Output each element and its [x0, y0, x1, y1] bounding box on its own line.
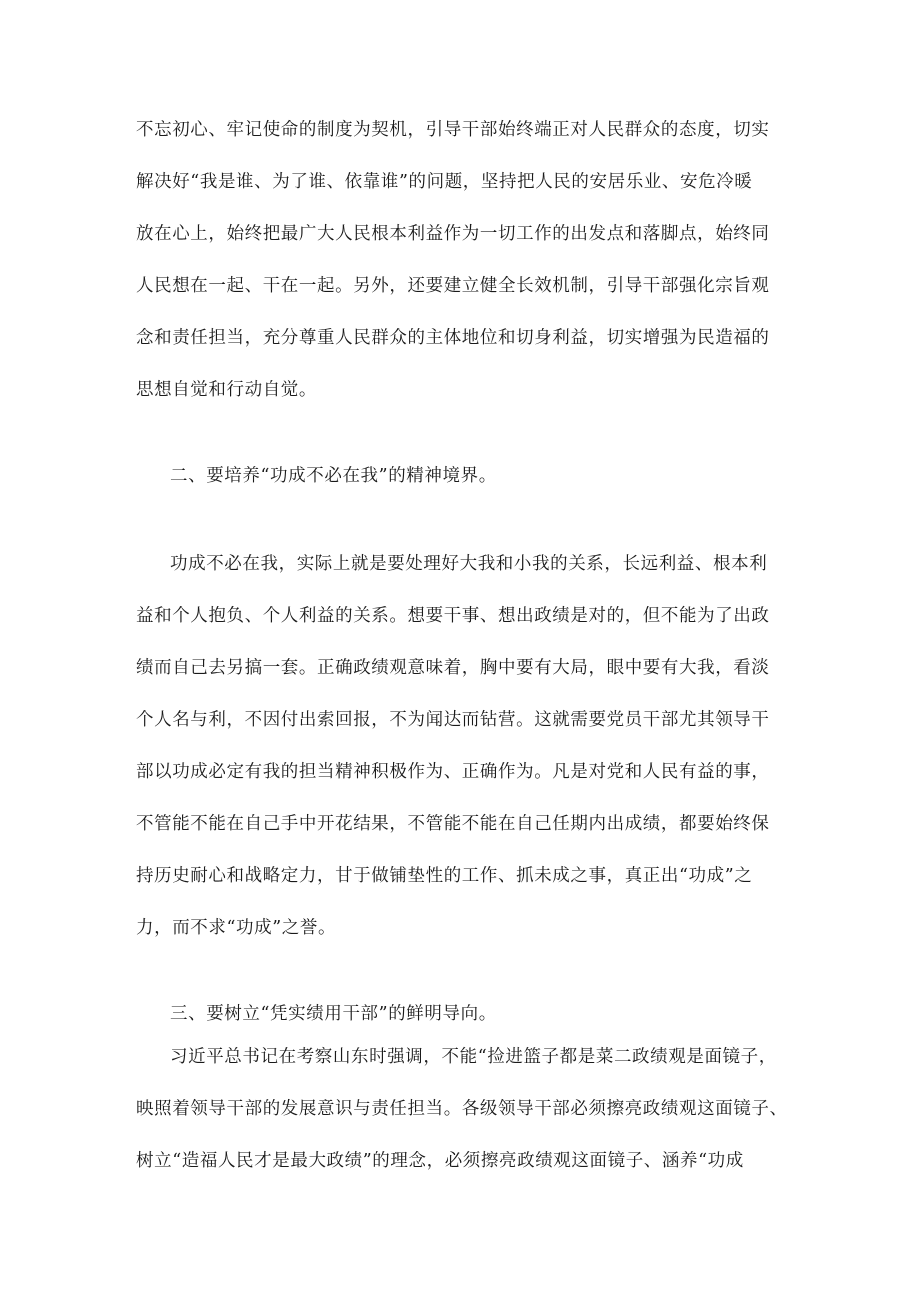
paragraph-3-line-2: 映照着领导干部的发展意识与责任担当。各级领导干部必须擦亮政绩观这面镜子、: [136, 1099, 788, 1119]
paragraph-2-line-8: 力，而不求“功成”之誉。: [136, 918, 337, 938]
paragraph-1-line-3: 放在心上，始终把最广大人民根本利益作为一切工作的出发点和落脚点，始终同: [136, 224, 770, 244]
paragraph-2-line-1: 功成不必在我，实际上就是要处理好大我和小我的关系，长远利益、根本利: [170, 554, 768, 574]
paragraph-3-line-3: 树立“造福人民才是最大政绩”的理念，必须擦亮政绩观这面镜子、涵养“功成: [136, 1151, 744, 1171]
section-heading-3: 三、要树立“凭实绩用干部”的鲜明导向。: [170, 1004, 497, 1024]
paragraph-2-line-5: 部以功成必定有我的担当精神积极作为、正确作为。凡是对党和人民有益的事，: [136, 762, 770, 782]
paragraph-1-line-1: 不忘初心、牢记使命的制度为契机，引导干部始终端正对人民群众的态度，切实: [136, 120, 770, 140]
paragraph-2-line-7: 持历史耐心和战略定力，甘于做铺垫性的工作、抓未成之事，真正出“功成”之: [136, 866, 753, 886]
paragraph-2-line-3: 绩而自己去另搞一套。正确政绩观意味着，胸中要有大局，眼中要有大我，看淡: [136, 658, 770, 678]
section-heading-2: 二、要培养“功成不必在我”的精神境界。: [170, 466, 497, 486]
paragraph-2-line-4: 个人名与利，不因付出索回报，不为闻达而钻营。这就需要党员干部尤其领导干: [136, 710, 770, 730]
paragraph-1-line-4: 人民想在一起、干在一起。另外，还要建立健全长效机制，引导干部强化宗旨观: [136, 276, 770, 296]
paragraph-2-line-2: 益和个人抱负、个人利益的关系。想要干事、想出政绩是对的，但不能为了出政: [136, 606, 770, 626]
paragraph-1-line-6: 思想自觉和行动自觉。: [136, 380, 317, 400]
paragraph-3-line-1: 习近平总书记在考察山东时强调，不能“捡进篮子都是菜二政绩观是面镜子，: [170, 1047, 777, 1067]
paragraph-1-line-2: 解决好“我是谁、为了谁、依靠谁”的问题，坚持把人民的安居乐业、安危冷暖: [136, 172, 753, 192]
paragraph-1-line-5: 念和责任担当，充分尊重人民群众的主体地位和切身利益，切实增强为民造福的: [136, 328, 770, 348]
paragraph-2-line-6: 不管能不能在自己手中开花结果，不管能不能在自己任期内出成绩，都要始终保: [136, 814, 770, 834]
